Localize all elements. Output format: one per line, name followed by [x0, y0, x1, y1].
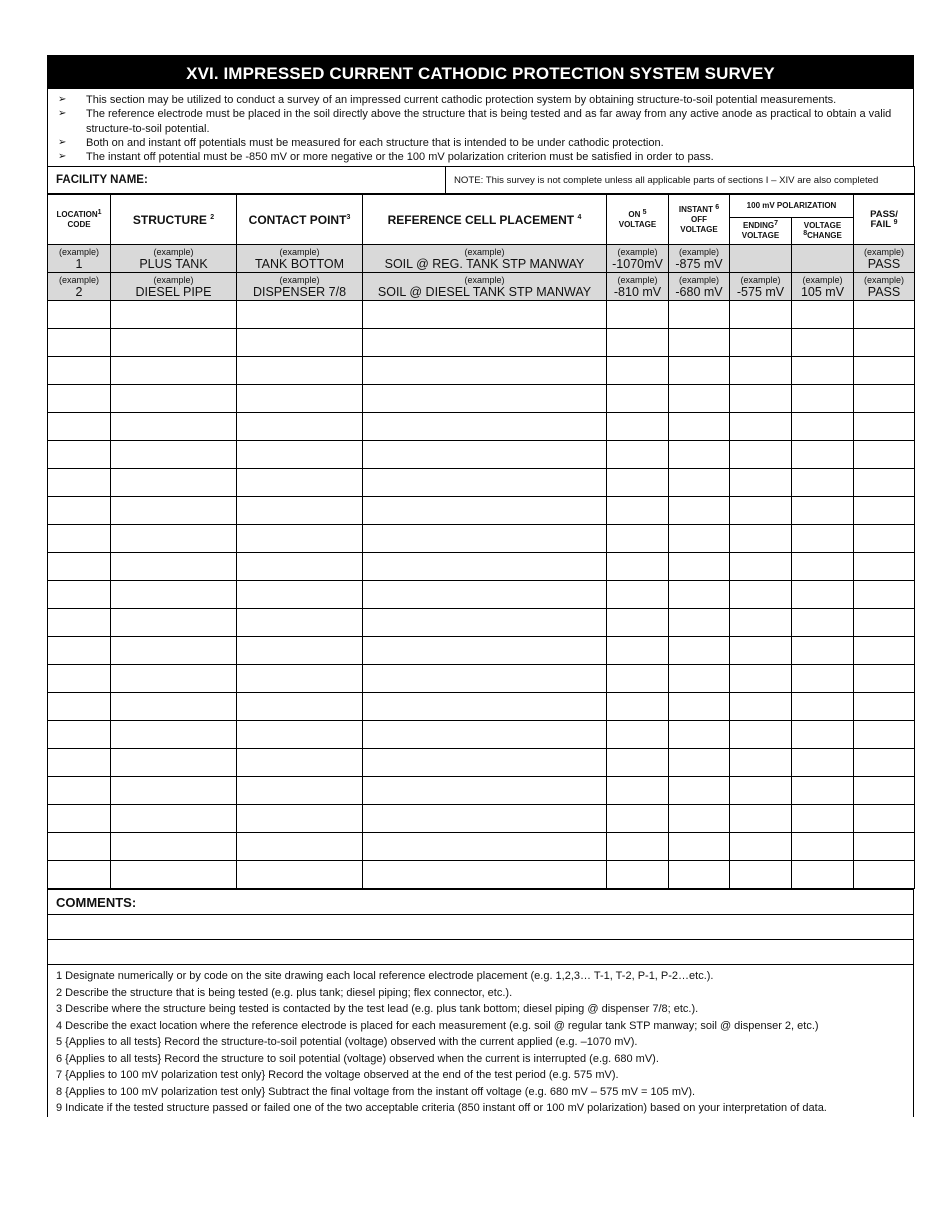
entry-cell[interactable]	[669, 749, 730, 777]
entry-cell[interactable]	[48, 385, 111, 413]
entry-cell[interactable]	[111, 497, 237, 525]
entry-cell[interactable]	[48, 805, 111, 833]
entry-cell[interactable]	[792, 385, 854, 413]
entry-cell[interactable]	[48, 861, 111, 889]
entry-cell[interactable]	[363, 721, 607, 749]
entry-cell[interactable]	[792, 553, 854, 581]
entry-cell[interactable]	[607, 385, 669, 413]
survey-entry-row	[48, 665, 915, 693]
entry-cell[interactable]	[237, 581, 363, 609]
entry-cell[interactable]	[111, 805, 237, 833]
entry-cell[interactable]	[669, 637, 730, 665]
footnote: 9 Indicate if the tested structure passed or failed one of the two acceptable criteria (850 instant off or 100 mV polarization) based on your interpretation of data.	[56, 1102, 827, 1115]
entry-cell[interactable]	[792, 329, 854, 357]
survey-entry-row	[48, 441, 915, 469]
entry-cell[interactable]	[111, 777, 237, 805]
survey-entry-row	[48, 301, 915, 329]
form-title: XVI. IMPRESSED CURRENT CATHODIC PROTECTION SYSTEM SURVEY	[47, 55, 914, 89]
entry-cell[interactable]	[363, 357, 607, 385]
survey-form	[47, 55, 914, 1117]
entry-cell[interactable]	[854, 441, 915, 469]
entry-cell[interactable]	[730, 385, 792, 413]
entry-cell[interactable]	[237, 665, 363, 693]
entry-cell[interactable]	[237, 525, 363, 553]
entry-cell[interactable]	[48, 777, 111, 805]
survey-entry-row	[48, 805, 915, 833]
comments-section	[47, 889, 914, 965]
entry-cell[interactable]	[48, 665, 111, 693]
header-voltage-change: VOLTAGE $^8$CHANGE	[792, 218, 854, 245]
entry-cell[interactable]	[669, 721, 730, 749]
entry-cell[interactable]	[48, 693, 111, 721]
entry-cell[interactable]	[792, 749, 854, 777]
entry-cell[interactable]	[237, 469, 363, 497]
entry-cell[interactable]	[792, 525, 854, 553]
arrow-bullet-icon: ➢	[58, 136, 67, 148]
entry-cell[interactable]	[730, 777, 792, 805]
entry-cell[interactable]	[111, 609, 237, 637]
entry-cell[interactable]	[48, 329, 111, 357]
entry-cell[interactable]	[730, 441, 792, 469]
entry-cell[interactable]	[792, 301, 854, 329]
entry-cell[interactable]	[669, 301, 730, 329]
entry-cell[interactable]	[607, 469, 669, 497]
survey-entry-row	[48, 833, 915, 861]
completion-note: NOTE: This survey is not complete unless all applicable parts of sections I – XIV are also completed	[446, 167, 915, 194]
entry-cell[interactable]	[607, 497, 669, 525]
entry-cell[interactable]	[363, 833, 607, 861]
entry-cell[interactable]	[237, 637, 363, 665]
survey-entry-row	[48, 497, 915, 525]
entry-cell[interactable]	[48, 637, 111, 665]
footnote: 5 {Applies to all tests} Record the structure-to-soil potential (voltage) observed with the current applied (e.g. –1070 mV).	[56, 1036, 638, 1049]
survey-entry-row	[48, 861, 915, 889]
instruction-item: ➢ The reference electrode must be placed in the soil directly above the structure that is being tested and as far away from any active anode as practical to obtain a valid structure-to-soil potential.	[58, 108, 892, 135]
entry-cell[interactable]	[363, 861, 607, 889]
entry-cell[interactable]	[607, 693, 669, 721]
entry-cell[interactable]	[237, 609, 363, 637]
entry-cell[interactable]	[669, 469, 730, 497]
instruction-item: ➢ The instant off potential must be -850 mV or more negative or the 100 mV polarization criterion must be satisfied in order to pass.	[58, 151, 714, 164]
example-row: (example) 2 (example) DIESEL PIPE (example) DISPENSER 7/8 (example) SOIL @ DIESEL TANK STP MANWAY (example) -810 mV (example) -680 mV (example) -575 mV (example) 105 mV (example) PASS	[48, 273, 915, 301]
footnote: 6 {Applies to all tests} Record the structure to soil potential (voltage) observed when the current is interrupted (e.g. 680 mV).	[56, 1052, 659, 1065]
entry-cell[interactable]	[111, 581, 237, 609]
entry-cell[interactable]	[792, 721, 854, 749]
entry-cell[interactable]	[792, 581, 854, 609]
arrow-bullet-icon: ➢	[58, 94, 67, 105]
entry-cell[interactable]	[730, 581, 792, 609]
entry-cell[interactable]	[669, 329, 730, 357]
entry-cell[interactable]	[669, 693, 730, 721]
entry-cell[interactable]	[111, 357, 237, 385]
header-instant-off: INSTANT $^6$ OFF VOLTAGE	[669, 195, 730, 245]
footnotes	[47, 965, 914, 1117]
entry-cell[interactable]	[607, 805, 669, 833]
entry-cell[interactable]	[730, 805, 792, 833]
entry-cell[interactable]	[854, 357, 915, 385]
entry-cell[interactable]	[730, 497, 792, 525]
instructions-list	[47, 89, 914, 166]
entry-cell[interactable]	[669, 861, 730, 889]
entry-cell[interactable]	[669, 441, 730, 469]
entry-cell[interactable]	[607, 777, 669, 805]
entry-cell[interactable]	[363, 581, 607, 609]
entry-cell[interactable]	[669, 525, 730, 553]
footnote: 4 Describe the exact location where the reference electrode is placed for each measurement (e.g. soil @ regular tank STP manway; soil @ dispenser 2, etc.)	[56, 1019, 819, 1032]
entry-cell[interactable]	[669, 497, 730, 525]
entry-cell[interactable]	[669, 665, 730, 693]
survey-entry-row	[48, 553, 915, 581]
entry-cell[interactable]	[607, 609, 669, 637]
entry-cell[interactable]	[363, 749, 607, 777]
entry-cell[interactable]	[792, 833, 854, 861]
comments-line[interactable]	[48, 940, 914, 965]
entry-cell[interactable]	[669, 357, 730, 385]
entry-cell[interactable]	[792, 357, 854, 385]
header-ending-voltage: ENDING$^7$ VOLTAGE	[730, 218, 792, 245]
entry-cell[interactable]	[111, 637, 237, 665]
entry-cell[interactable]	[607, 861, 669, 889]
entry-cell[interactable]	[607, 301, 669, 329]
entry-cell[interactable]	[792, 609, 854, 637]
entry-cell[interactable]	[48, 413, 111, 441]
entry-cell[interactable]	[607, 357, 669, 385]
entry-cell[interactable]	[607, 749, 669, 777]
entry-cell[interactable]	[237, 301, 363, 329]
survey-entry-row	[48, 637, 915, 665]
entry-cell[interactable]	[237, 329, 363, 357]
survey-entry-row	[48, 777, 915, 805]
entry-cell[interactable]	[237, 861, 363, 889]
survey-entry-row	[48, 525, 915, 553]
entry-cell[interactable]	[363, 329, 607, 357]
header-structure: STRUCTURE $^2$	[111, 195, 237, 245]
entry-cell[interactable]	[730, 637, 792, 665]
arrow-bullet-icon: ➢	[58, 108, 67, 120]
entry-cell[interactable]	[237, 777, 363, 805]
entry-cell[interactable]	[854, 749, 915, 777]
entry-cell[interactable]	[854, 525, 915, 553]
survey-entry-row	[48, 357, 915, 385]
entry-cell[interactable]	[607, 665, 669, 693]
entry-cell[interactable]	[111, 329, 237, 357]
footnote: 1 Designate numerically or by code on the site drawing each local reference electrode placement (e.g. 1,2,3… T-1, T-2, P-1, P-2…etc.).	[56, 970, 714, 983]
header-polarization: 100 mV POLARIZATION	[730, 195, 854, 218]
entry-cell[interactable]	[854, 385, 915, 413]
entry-cell[interactable]	[730, 413, 792, 441]
entry-cell[interactable]	[792, 413, 854, 441]
footnote: 7 {Applies to 100 mV polarization test only} Record the voltage observed at the end of the test period (e.g. 575 mV).	[56, 1069, 619, 1082]
entry-cell[interactable]	[363, 693, 607, 721]
entry-cell[interactable]	[854, 301, 915, 329]
entry-cell[interactable]	[363, 805, 607, 833]
entry-cell[interactable]	[607, 441, 669, 469]
entry-cell[interactable]	[363, 553, 607, 581]
entry-cell[interactable]	[363, 665, 607, 693]
entry-cell[interactable]	[363, 525, 607, 553]
entry-cell[interactable]	[854, 581, 915, 609]
entry-cell[interactable]	[237, 553, 363, 581]
arrow-bullet-icon: ➢	[58, 151, 67, 163]
entry-cell[interactable]	[48, 609, 111, 637]
entry-cell[interactable]	[730, 553, 792, 581]
entry-cell[interactable]	[669, 385, 730, 413]
entry-cell[interactable]	[607, 553, 669, 581]
entry-cell[interactable]	[669, 777, 730, 805]
entry-cell[interactable]	[607, 413, 669, 441]
entry-cell[interactable]	[363, 497, 607, 525]
entry-cell[interactable]	[48, 833, 111, 861]
entry-cell[interactable]	[237, 749, 363, 777]
entry-cell[interactable]	[607, 721, 669, 749]
entry-cell[interactable]	[730, 861, 792, 889]
entry-cell[interactable]	[237, 497, 363, 525]
header-pass-fail: PASS/ FAIL $^9$	[854, 195, 915, 245]
example-row: (example) 1 (example) PLUS TANK (example) TANK BOTTOM (example) SOIL @ REG. TANK STP MANWAY (example) -1070mV (example) -875 mV (example) PASS	[48, 245, 915, 273]
entry-cell[interactable]	[48, 301, 111, 329]
instruction-item: ➢ Both on and instant off potentials must be measured for each structure that is intended to be under cathodic protection.	[58, 136, 664, 149]
entry-cell[interactable]	[854, 861, 915, 889]
entry-cell[interactable]	[730, 749, 792, 777]
entry-cell[interactable]	[730, 721, 792, 749]
entry-cell[interactable]	[854, 665, 915, 693]
entry-cell[interactable]	[854, 693, 915, 721]
entry-cell[interactable]	[48, 553, 111, 581]
facility-name-field[interactable]: FACILITY NAME:	[48, 167, 446, 194]
entry-cell[interactable]	[237, 693, 363, 721]
entry-cell[interactable]	[363, 441, 607, 469]
entry-cell[interactable]	[669, 581, 730, 609]
entry-cell[interactable]	[792, 637, 854, 665]
entry-cell[interactable]	[111, 693, 237, 721]
entry-cell[interactable]	[111, 441, 237, 469]
entry-cell[interactable]	[111, 721, 237, 749]
entry-cell[interactable]	[111, 749, 237, 777]
entry-cell[interactable]	[792, 497, 854, 525]
header-on-voltage: ON $^5$ VOLTAGE	[607, 195, 669, 245]
entry-cell[interactable]	[48, 581, 111, 609]
entry-cell[interactable]	[730, 833, 792, 861]
entry-cell[interactable]	[730, 357, 792, 385]
header-reference-cell: REFERENCE CELL PLACEMENT $^4$	[363, 195, 607, 245]
entry-cell[interactable]	[792, 441, 854, 469]
entry-cell[interactable]	[111, 861, 237, 889]
entry-cell[interactable]	[730, 665, 792, 693]
entry-cell[interactable]	[111, 301, 237, 329]
entry-cell[interactable]	[48, 441, 111, 469]
instruction-item: ➢ This section may be utilized to conduct a survey of an impressed current cathodic protection system by obtaining structure-to-soil potential measurements.	[58, 94, 837, 106]
entry-cell[interactable]	[237, 805, 363, 833]
entry-cell[interactable]	[792, 469, 854, 497]
header-contact-point: CONTACT POINT$^3$	[237, 195, 363, 245]
entry-cell[interactable]	[792, 665, 854, 693]
survey-entry-row	[48, 469, 915, 497]
entry-cell[interactable]	[792, 693, 854, 721]
entry-cell[interactable]	[237, 441, 363, 469]
entry-cell[interactable]	[48, 525, 111, 553]
entry-cell[interactable]	[607, 329, 669, 357]
entry-cell[interactable]	[669, 609, 730, 637]
entry-cell[interactable]	[111, 525, 237, 553]
footnote: 2 Describe the structure that is being tested (e.g. plus tank; diesel piping; flex connector, etc.).	[56, 986, 513, 999]
entry-cell[interactable]	[237, 721, 363, 749]
entry-cell[interactable]	[363, 777, 607, 805]
entry-cell[interactable]	[854, 413, 915, 441]
entry-cell[interactable]	[363, 637, 607, 665]
entry-cell[interactable]	[730, 301, 792, 329]
entry-cell[interactable]	[730, 469, 792, 497]
survey-entry-row	[48, 693, 915, 721]
entry-cell[interactable]	[237, 833, 363, 861]
comments-label: COMMENTS:	[48, 890, 914, 915]
header-location-code: LOCATION$^1$ CODE	[48, 195, 111, 245]
entry-cell[interactable]	[48, 749, 111, 777]
survey-table	[47, 194, 915, 889]
entry-cell[interactable]	[730, 329, 792, 357]
entry-cell[interactable]	[48, 497, 111, 525]
entry-cell[interactable]	[854, 497, 915, 525]
entry-cell[interactable]	[669, 833, 730, 861]
entry-cell[interactable]	[669, 553, 730, 581]
comments-line[interactable]	[48, 915, 914, 940]
entry-cell[interactable]	[854, 805, 915, 833]
survey-entry-row	[48, 329, 915, 357]
entry-cell[interactable]	[48, 721, 111, 749]
survey-entry-row	[48, 609, 915, 637]
entry-cell[interactable]	[669, 413, 730, 441]
entry-cell[interactable]	[111, 469, 237, 497]
entry-cell[interactable]	[854, 833, 915, 861]
entry-cell[interactable]	[363, 301, 607, 329]
entry-cell[interactable]	[730, 609, 792, 637]
entry-cell[interactable]	[854, 609, 915, 637]
survey-entry-row	[48, 721, 915, 749]
survey-entry-row	[48, 385, 915, 413]
entry-cell[interactable]	[48, 357, 111, 385]
entry-cell[interactable]	[792, 777, 854, 805]
footnote: 3 Describe where the structure being tested is contacted by the test lead (e.g. plus tank bottom; diesel piping @ dispenser 7/8; etc.).	[56, 1003, 699, 1016]
entry-cell[interactable]	[363, 609, 607, 637]
entry-cell[interactable]	[854, 721, 915, 749]
entry-cell[interactable]	[607, 525, 669, 553]
entry-cell[interactable]	[792, 861, 854, 889]
entry-cell[interactable]	[111, 553, 237, 581]
entry-cell[interactable]	[730, 525, 792, 553]
entry-cell[interactable]	[237, 385, 363, 413]
entry-cell[interactable]	[854, 777, 915, 805]
facility-row	[47, 166, 915, 194]
entry-cell[interactable]	[363, 469, 607, 497]
entry-cell[interactable]	[854, 637, 915, 665]
entry-cell[interactable]	[237, 357, 363, 385]
entry-cell[interactable]	[669, 805, 730, 833]
entry-cell[interactable]	[363, 413, 607, 441]
entry-cell[interactable]	[237, 413, 363, 441]
entry-cell[interactable]	[854, 553, 915, 581]
entry-cell[interactable]	[111, 665, 237, 693]
survey-entry-row	[48, 581, 915, 609]
entry-cell[interactable]	[111, 833, 237, 861]
entry-cell[interactable]	[111, 385, 237, 413]
entry-cell[interactable]	[607, 637, 669, 665]
entry-cell[interactable]	[48, 469, 111, 497]
survey-entry-row	[48, 413, 915, 441]
entry-cell[interactable]	[854, 469, 915, 497]
entry-cell[interactable]	[363, 385, 607, 413]
footnote: 8 {Applies to 100 mV polarization test only} Subtract the final voltage from the instant off voltage (e.g. 680 mV – 575 mV = 105 mV).	[56, 1085, 696, 1098]
entry-cell[interactable]	[607, 833, 669, 861]
entry-cell[interactable]	[607, 581, 669, 609]
survey-entry-row	[48, 749, 915, 777]
entry-cell[interactable]	[854, 329, 915, 357]
entry-cell[interactable]	[792, 805, 854, 833]
entry-cell[interactable]	[111, 413, 237, 441]
entry-cell[interactable]	[730, 693, 792, 721]
